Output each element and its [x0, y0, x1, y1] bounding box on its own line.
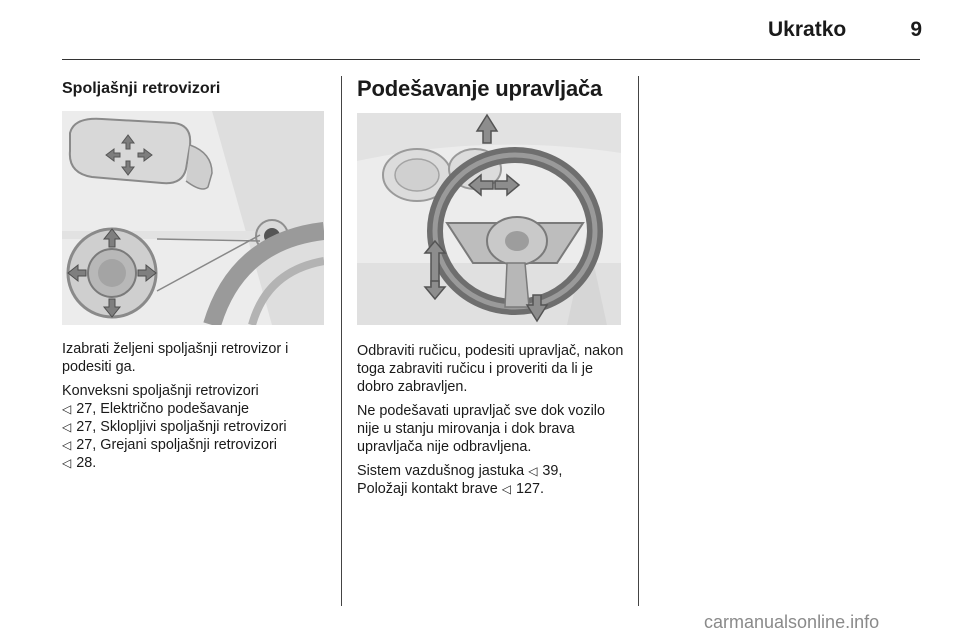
steering-section [357, 76, 625, 504]
column-divider-2 [638, 76, 639, 606]
convex-mirrors-label: Konveksni spoljašnji retrovizori [62, 383, 259, 399]
page-reference-link[interactable]: ◁ 39, [528, 463, 563, 479]
heated-mirrors-label: Grejani spoljašnji retrovizori [100, 437, 277, 453]
mirrors-instruction: Izabrati željeni spoljašnji retrovizor i podesiti ga. [62, 341, 289, 375]
folding-mirrors-label: Sklopljivi spoljašnji retrovizori [100, 419, 287, 435]
mirrors-heading: Spoljašnji retrovizori [62, 80, 221, 97]
page-reference-link[interactable]: ◁ 27 [62, 419, 93, 435]
steering-heading: Podešavanje upravljača [357, 76, 603, 101]
steering-references [357, 462, 625, 498]
page-reference-link[interactable]: ◁ 127. [501, 481, 545, 497]
reference-arrow-icon: ◁ [62, 402, 72, 416]
ignition-positions-label: Položaji kontakt brave [357, 481, 498, 497]
page-reference-link[interactable]: ◁ 27 [62, 401, 93, 417]
page-number: 9 [910, 18, 922, 41]
header-divider [62, 59, 920, 60]
steering-wheel-illustration [357, 113, 621, 325]
watermark: carmanualsonline.info [704, 612, 880, 632]
reference-arrow-icon: ◁ [62, 456, 72, 470]
mirror-adjustment-illustration [62, 111, 324, 325]
reference-arrow-icon: ◁ [501, 482, 512, 496]
reference-arrow-icon: ◁ [62, 420, 72, 434]
mirrors-section [62, 76, 324, 478]
steering-instruction: Odbraviti ručicu, podesiti upravljač, nakon toga zabraviti ručicu i proveriti da li je dobro zabravljen. [357, 343, 624, 395]
steering-warning: Ne podešavati upravljač sve dok vozilo nije u stanju mirovanja i dok brava upravljača nije odbravljena. [357, 403, 605, 455]
page-reference-link[interactable]: ◁ 27 [62, 437, 93, 453]
mirrors-references: Konveksni spoljašnji retrovizori ◁ 27, Električno podešavanje ◁ 27, Sklopljivi spoljašnji retrovizori ◁ 27, Grejani spoljašnji retrovizori ◁ 28. [62, 383, 287, 471]
reference-arrow-icon: ◁ [62, 438, 72, 452]
section-title: Ukratko [768, 18, 847, 41]
reference-arrow-icon: ◁ [528, 464, 538, 478]
airbag-system-label: Sistem vazdušnog jastuka [357, 463, 525, 479]
column-divider-1 [341, 76, 342, 606]
page-reference-link[interactable]: ◁ 28. [62, 455, 97, 471]
electric-adjustment-label: Električno podešavanje [100, 401, 250, 417]
